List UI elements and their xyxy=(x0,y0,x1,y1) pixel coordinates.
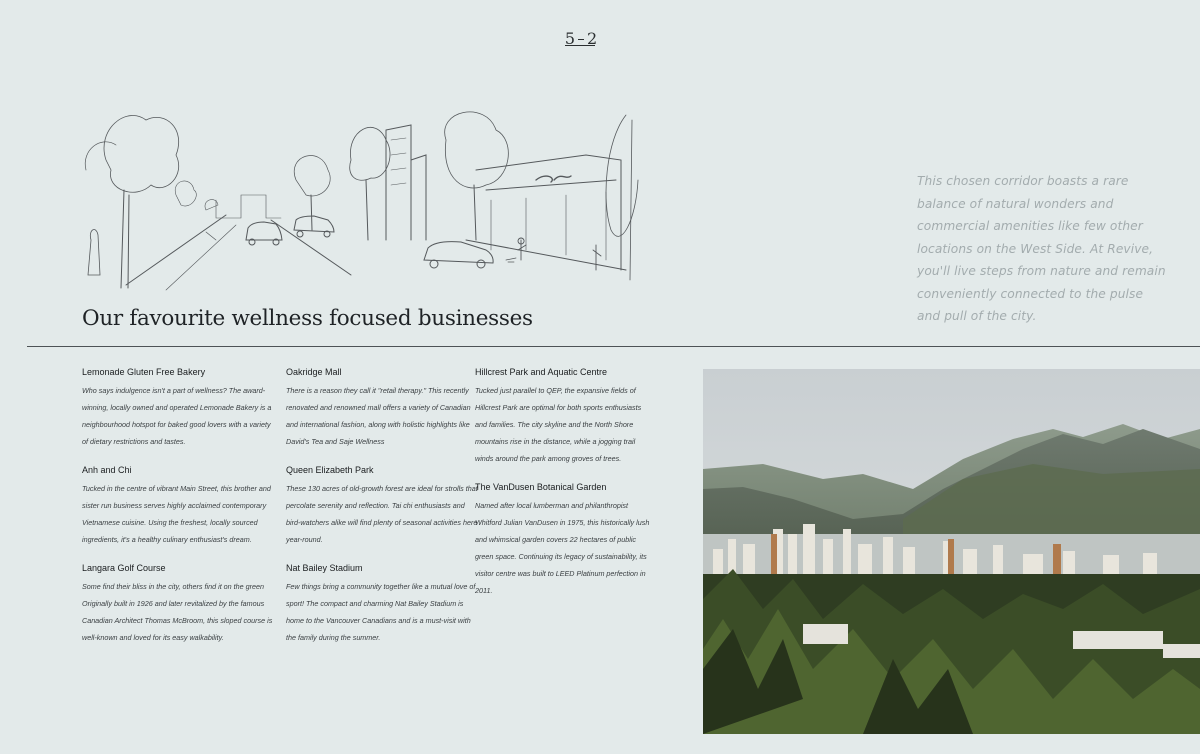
business-column-2 xyxy=(286,366,478,660)
business-description: Tucked just parallel to QEP, the expansive fields of Hillcrest Park are optimal for both sports enthusiasts and families. The city skyline and the North Shore mountains rise in the distance, while a jogging trail winds around the park among groves of trees. xyxy=(475,386,642,463)
business-description: Who says indulgence isn't a part of wellness? The award-winning, locally owned and operated Lemonade Bakery is a neighbourhood hotspot for baked good lovers with a variety of dietary restrictions and tastes. xyxy=(82,386,272,446)
business-name: The VanDusen Botanical Garden xyxy=(475,482,607,492)
business-entry xyxy=(82,464,274,548)
business-description: Tucked in the centre of vibrant Main Street, this brother and sister run business serves highly acclaimed contemporary Vietnamese cuisine. Using the freshest, locally sourced ingredients, it's a healthy culinary enthusiast's dream. xyxy=(82,484,271,544)
page-number-right: 2 xyxy=(587,28,598,48)
business-name: Lemonade Gluten Free Bakery xyxy=(82,367,206,377)
page-number-underline xyxy=(565,39,595,46)
page-number-left: 5 xyxy=(564,28,575,48)
business-name: Queen Elizabeth Park xyxy=(286,465,374,475)
business-entry xyxy=(82,366,274,450)
business-name: Anh and Chi xyxy=(82,465,132,475)
vancouver-skyline-photo xyxy=(703,369,1200,734)
intro-paragraph: This chosen corridor boasts a rare balance of natural wonders and commercial amenities like few other locations on the West Side. At Revive, you'll live steps from nature and remain conveniently connected to the pulse and pull of the city. xyxy=(917,174,1166,323)
business-entry xyxy=(475,481,655,599)
business-entry xyxy=(286,464,478,548)
business-description: Few things bring a community together like a mutual love of sport! The compact and charming Nat Bailey Stadium is home to the Vancouver Canadians and is a must-visit with the family during the summer. xyxy=(286,582,476,642)
business-name: Oakridge Mall xyxy=(286,367,342,377)
business-entry xyxy=(475,366,655,467)
business-description: These 130 acres of old-growth forest are ideal for strolls that percolate serenity and reflection. Tai chi enthusiasts and bird-watchers alike will find plenty of seasonal activities here year-round. xyxy=(286,484,478,544)
street-sketch-illustration xyxy=(66,100,646,292)
section-headline: Our favourite wellness focused businesses xyxy=(82,306,533,331)
business-name: Hillcrest Park and Aquatic Centre xyxy=(475,367,608,377)
business-description: Named after local lumberman and philanthropist Whitford Julian VanDusen in 1975, this historically lush and whimsical garden covers 22 hectares of public green space. Continuing its legacy of sustainability, its visitor centre was built to LEED Platinum perfection in 2011. xyxy=(475,501,650,595)
business-name: Nat Bailey Stadium xyxy=(286,563,363,573)
business-description: There is a reason they call it "retail therapy." This recently renovated and renowned mall offers a variety of Canadian and international fashion, along with holistic highlights like David's Tea and Saje Wellness xyxy=(286,386,471,446)
section-divider xyxy=(27,346,1200,347)
business-column-1 xyxy=(82,366,274,660)
business-name: Langara Golf Course xyxy=(82,563,166,573)
business-column-3 xyxy=(475,366,655,613)
page-number xyxy=(563,28,599,48)
business-entry xyxy=(82,562,274,646)
business-description: Some find their bliss in the city, others find it on the green Originally built in 1926 and later revitalized by the famous Canadian Architect Thomas McBroom, this sloped course is well-known and loved for its easy walkability. xyxy=(82,582,273,642)
business-entry xyxy=(286,366,478,450)
business-entry xyxy=(286,562,478,646)
